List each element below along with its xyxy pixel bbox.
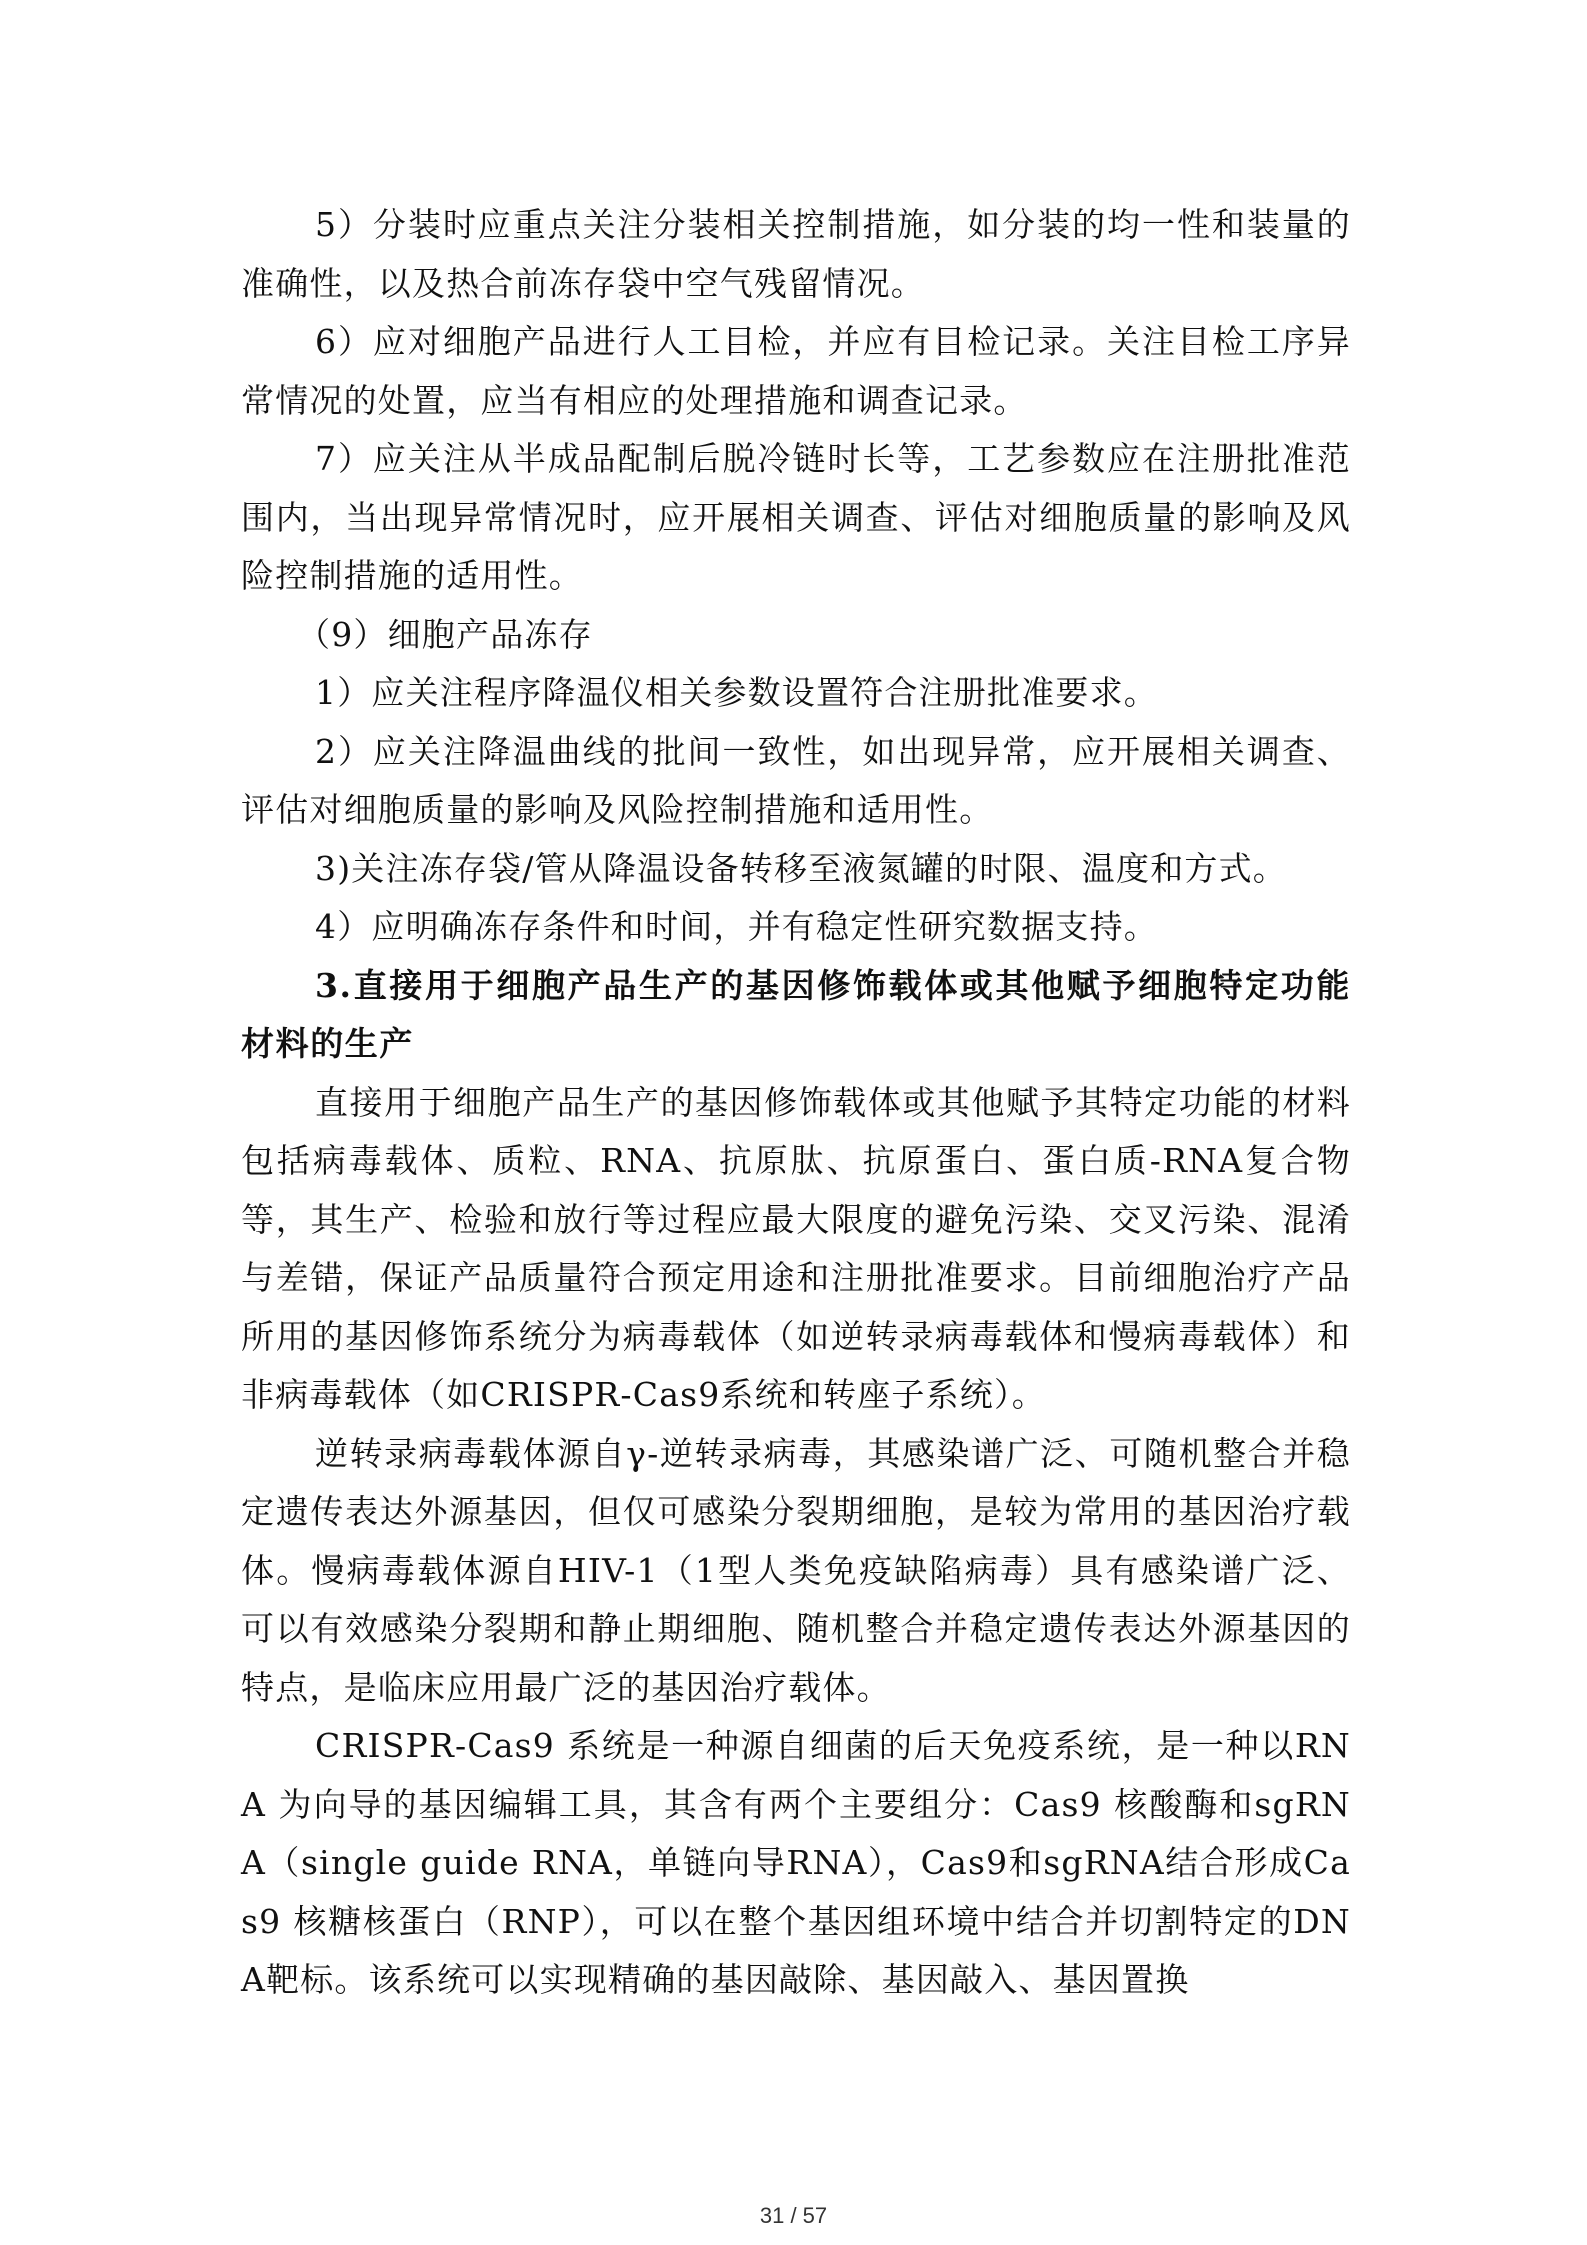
- paragraph-item-7: 7）应关注从半成品配制后脱冷链时长等，工艺参数应在注册批准范围内，当出现异常情况时，应开展相关调查、评估对细胞质量的影响及风险控制措施的适用性。: [241, 439, 1351, 595]
- paragraph-freeze-item-2: 2）应关注降温曲线的批间一致性，如出现异常，应开展相关调查、评估对细胞质量的影响及风险控制措施和适用性。: [241, 731, 1351, 829]
- paragraph-retrovirus: 逆转录病毒载体源自γ-逆转录病毒，其感染谱广泛、可随机整合并稳定遗传表达外源基因，但仅可感染分裂期细胞，是较为常用的基因治疗载体。慢病毒载体源自HIV-1（1型人类免疫缺陷病毒）具有感染谱广泛、可以有效感染分裂期和静止期细胞、随机整合并稳定遗传表达外源基因的特点，是临床应用最广泛的基因治疗载体。: [241, 1433, 1351, 1707]
- paragraph-crispr: CRISPR-Cas9 系统是一种源自细菌的后天免疫系统，是一种以RNA 为向导的基因编辑工具，其含有两个主要组分：Cas9 核酸酶和sgRNA（single guide RNA，单链向导RNA），Cas9和sgRNA结合形成Cas9 核糖核蛋白（RNP），可以在整个基因组环境中结合并切割特定的DNA靶标。该系统可以实现精确的基因敲除、基因敲入、基因置换: [241, 1726, 1351, 1999]
- paragraph-freeze-item-1: 1）应关注程序降温仪相关参数设置符合注册批准要求。: [315, 673, 1158, 712]
- paragraph-freeze-item-4: 4）应明确冻存条件和时间，并有稳定性研究数据支持。: [315, 907, 1158, 946]
- page-content: [241, 196, 1351, 2010]
- paragraph-item-6: 6）应对细胞产品进行人工目检，并应有目检记录。关注目检工序异常情况的处置，应当有相应的处理措施和调查记录。: [241, 322, 1351, 420]
- paragraph-materials-intro: 直接用于细胞产品生产的基因修饰载体或其他赋予其特定功能的材料包括病毒载体、质粒、RNA、抗原肽、抗原蛋白、蛋白质-RNA复合物等，其生产、检验和放行等过程应最大限度的避免污染、交叉污染、混淆与差错，保证产品质量符合预定用途和注册批准要求。目前细胞治疗产品所用的基因修饰系统分为病毒载体（如逆转录病毒载体和慢病毒载体）和非病毒载体（如CRISPR-Cas9系统和转座子系统）。: [241, 1082, 1351, 1414]
- subheading-cell-cryopreservation: （9）细胞产品冻存: [297, 614, 593, 654]
- section-heading-3: 3.直接用于细胞产品生产的基因修饰载体或其他赋予细胞特定功能材料的生产: [241, 965, 1351, 1063]
- page-number: 31 / 57: [759, 2203, 828, 2228]
- paragraph-item-5: 5）分装时应重点关注分装相关控制措施，如分装的均一性和装量的准确性，以及热合前冻存袋中空气残留情况。: [241, 205, 1351, 303]
- paragraph-freeze-item-3: 3)关注冻存袋/管从降温设备转移至液氮罐的时限、温度和方式。: [315, 848, 1287, 888]
